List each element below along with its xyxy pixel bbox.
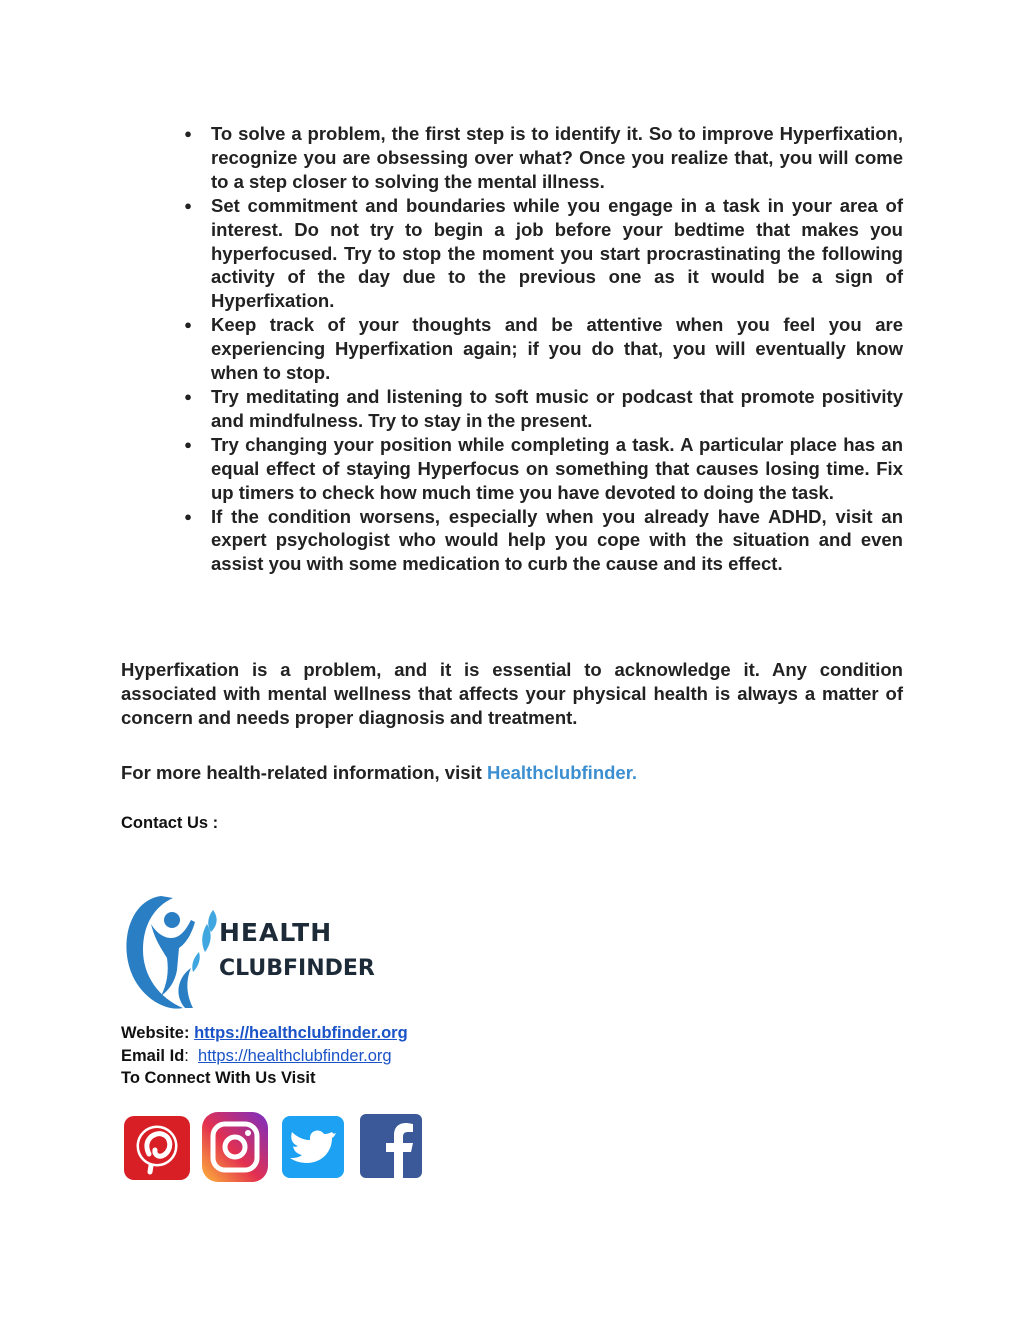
list-item (181, 385, 903, 433)
list-item (181, 505, 903, 577)
healthclubfinder-link[interactable]: Healthclubfinder. (486, 762, 638, 783)
website-line (121, 1022, 408, 1044)
bullet-icon: ● (184, 317, 192, 333)
list-item-text: To solve a problem, the first step is to identify it. So to improve Hyperfixation, recognize you are obsessing over what? Once you realize that, you will come to a step closer to solving the mental illness. (211, 123, 903, 192)
list-item-text: Set commitment and boundaries while you engage in a task in your area of interest. Do not try to begin a job before your bedtime that makes you hyperfocused. Try to stop the moment you start procrastinating the following activity of the day due to the previous one as it would be a sign of Hyperfixation. (211, 194, 903, 312)
bullet-icon: ● (184, 197, 192, 213)
logo-figure-icon (121, 890, 381, 1018)
email-separator: : (184, 1047, 189, 1065)
connect-text: To Connect With Us Visit (121, 1069, 316, 1087)
list-item-text: Try changing your position while completing a task. A particular place has an equal effect of staying Hyperfocus on something that causes losing time. Fix up timers to check how much time you have devoted to doing the task. (211, 433, 903, 503)
email-link[interactable]: https://healthclubfinder.org (198, 1047, 392, 1065)
twitter-icon[interactable] (280, 1110, 346, 1184)
list-item (181, 313, 903, 385)
list-item-text: Try meditating and listening to soft music or podcast that promote positivity and mindfulness. Try to stay in the present. (211, 385, 903, 431)
logo-text-line2: CLUBFINDER (219, 956, 375, 981)
bullet-icon: ● (184, 436, 192, 452)
list-item (181, 194, 903, 314)
contact-heading: Contact Us : (121, 814, 219, 832)
conclusion-paragraph: Hyperfixation is a problem, and it is essential to acknowledge it. Any condition associated with mental wellness that affects your physical health is always a matter of concern and needs proper diagnosis and treatment. (121, 659, 903, 728)
pinterest-icon[interactable] (122, 1110, 192, 1184)
instagram-icon[interactable] (200, 1110, 270, 1184)
bullet-icon: ● (184, 388, 192, 404)
list-item-text: Keep track of your thoughts and be attentive when you feel you are experiencing Hyperfixation again; if you do that, you will eventually know when to stop. (211, 314, 903, 384)
list-item-text: If the condition worsens, especially when you already have ADHD, visit an expert psychologist who would help you cope with the situation and even assist you with some medication to curb the cause and its effect. (211, 505, 903, 575)
bullet-icon: ● (184, 508, 192, 524)
bullet-icon: ● (184, 126, 192, 141)
logo-text-line1: HEALTH (219, 918, 333, 947)
website-label: Website: (121, 1024, 190, 1042)
email-label: Email Id (121, 1047, 185, 1065)
website-link[interactable]: https://healthclubfinder.org (194, 1024, 408, 1042)
healthclubfinder-logo (121, 890, 381, 1018)
list-item (181, 433, 903, 505)
more-info-text: For more health-related information, visit (121, 762, 487, 783)
tips-list (181, 122, 903, 576)
email-line (121, 1045, 392, 1067)
facebook-icon[interactable] (358, 1110, 424, 1184)
more-info-line (121, 761, 903, 785)
list-item (181, 122, 903, 194)
